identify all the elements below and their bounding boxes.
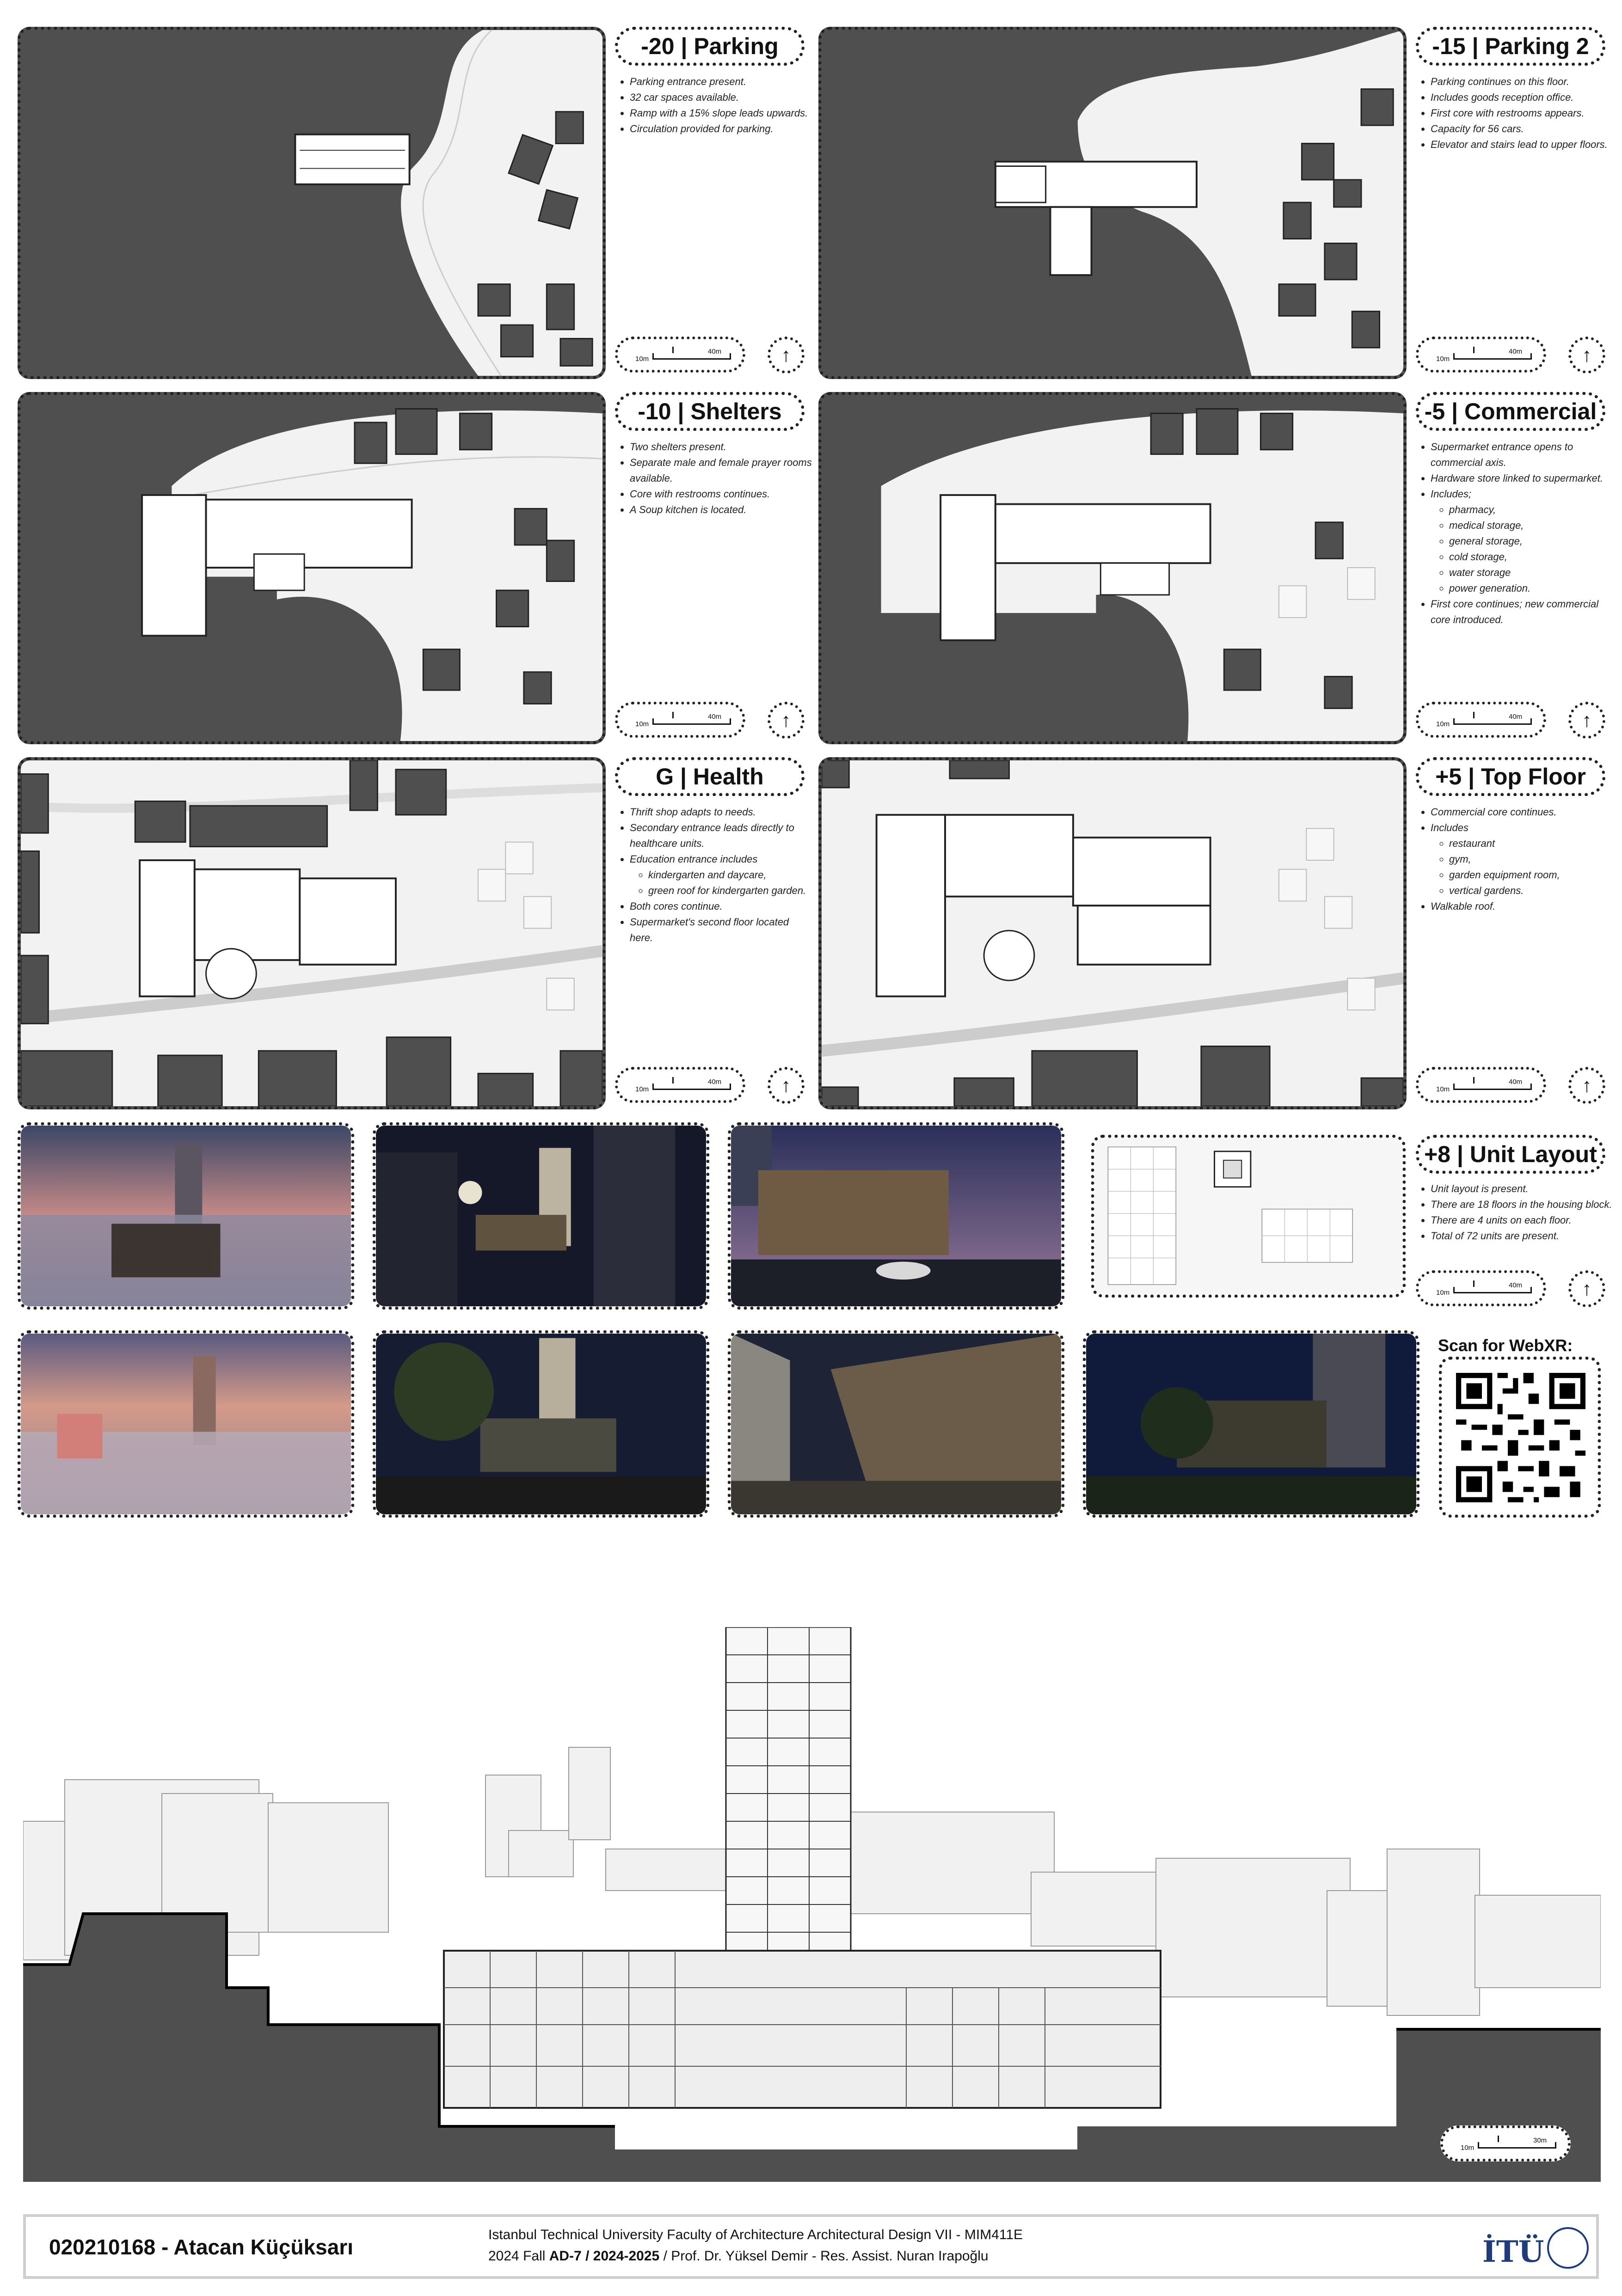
qr-label: Scan for WebXR: xyxy=(1438,1336,1573,1355)
note: • Walkable roof. xyxy=(1431,899,1616,914)
scale-bar: 10m 40m xyxy=(1416,337,1546,373)
note: • A Soup kitchen is located. xyxy=(630,502,815,518)
note: • First core with restrooms appears. xyxy=(1431,105,1616,121)
note: • Education entrance includes xyxy=(630,851,815,867)
scale-bar: 10m 40m xyxy=(615,1067,745,1103)
note: • Includes xyxy=(1431,820,1616,836)
site-plan-plus5 xyxy=(822,760,1403,1106)
note-sub: ◦ power generation. xyxy=(1449,581,1616,596)
floor-notes-minus15 xyxy=(1420,74,1616,153)
note-sub: ◦ gym, xyxy=(1449,851,1616,867)
render-night-trees xyxy=(373,1330,709,1518)
note: • Ramp with a 15% slope leads upwards. xyxy=(630,105,815,121)
itu-logo: İTÜ xyxy=(1482,2235,1544,2269)
render-sunset-city xyxy=(18,1330,354,1518)
university-seal-icon xyxy=(1547,2227,1589,2269)
section-scale-bar: 10m 30m xyxy=(1440,2125,1571,2161)
course-line-1: Istanbul Technical University Faculty of Architecture Architectural Design VII - MIM411E xyxy=(488,2227,1023,2242)
note: • Includes goods reception office. xyxy=(1431,90,1616,105)
north-arrow-icon: ↑ xyxy=(1568,1270,1605,1307)
note-sub: ◦ kindergarten and daycare, xyxy=(648,867,815,883)
site-plan-minus15 xyxy=(822,30,1403,376)
render-night-moon xyxy=(373,1122,709,1310)
scale-bar: 10m 40m xyxy=(615,702,745,738)
note: • There are 4 units on each floor. xyxy=(1431,1212,1616,1228)
floor-title-plus8: +8 | Unit Layout xyxy=(1416,1135,1605,1174)
note: • There are 18 floors in the housing block. xyxy=(1431,1197,1616,1212)
note-sub: ◦ general storage, xyxy=(1449,533,1616,549)
north-arrow-icon: ↑ xyxy=(768,337,805,373)
floor-title-plus5: +5 | Top Floor xyxy=(1416,757,1605,796)
note-sub: ◦ restaurant xyxy=(1449,836,1616,851)
note: • Parking continues on this floor. xyxy=(1431,74,1616,90)
note: • Circulation provided for parking. xyxy=(630,121,815,137)
north-arrow-icon: ↑ xyxy=(1568,1067,1605,1104)
plan-panel-minus5 xyxy=(818,392,1407,744)
note: • Commercial core continues. xyxy=(1431,804,1616,820)
note: • Core with restrooms continues. xyxy=(630,486,815,502)
north-arrow-icon: ↑ xyxy=(768,1067,805,1104)
course-line-2: 2024 Fall AD-7 / 2024-2025 / Prof. Dr. Yüksel Demir - Res. Assist. Nuran Irapoğlu xyxy=(488,2248,989,2264)
unit-layout-plan xyxy=(1094,1138,1402,1294)
plan-panel-minus10 xyxy=(18,392,606,744)
floor-title-minus15: -15 | Parking 2 xyxy=(1416,27,1605,66)
qr-code-icon xyxy=(1456,1373,1585,1502)
site-section-elevation xyxy=(23,1627,1601,2182)
north-arrow-icon: ↑ xyxy=(768,702,805,739)
note: • Unit layout is present. xyxy=(1431,1181,1616,1197)
floor-title-minus5: -5 | Commercial xyxy=(1416,392,1605,431)
site-plan-minus10 xyxy=(21,395,602,741)
render-courtyard-night xyxy=(728,1330,1064,1518)
note: • Capacity for 56 cars. xyxy=(1431,121,1616,137)
note-sub: ◦ garden equipment room, xyxy=(1449,867,1616,883)
site-plan-minus5 xyxy=(822,395,1403,741)
plan-panel-plus8 xyxy=(1091,1135,1406,1298)
note: • Total of 72 units are present. xyxy=(1431,1228,1616,1244)
note-sub: ◦ green roof for kindergarten garden. xyxy=(648,883,815,899)
note-sub: ◦ vertical gardens. xyxy=(1449,883,1616,899)
note: • Includes; xyxy=(1431,486,1616,502)
scale-bar: 10m 40m xyxy=(1416,702,1546,738)
note: • Two shelters present. xyxy=(630,439,815,455)
title-block xyxy=(23,2214,1599,2279)
note: • Elevator and stairs lead to upper floors. xyxy=(1431,137,1616,153)
plan-panel-ground xyxy=(18,757,606,1109)
plan-panel-minus20 xyxy=(18,27,606,379)
note: • Thrift shop adapts to needs. xyxy=(630,804,815,820)
note-sub: ◦ medical storage, xyxy=(1449,518,1616,533)
site-plan-minus20 xyxy=(21,30,602,376)
scale-bar: 10m 40m xyxy=(1416,1067,1546,1103)
floor-notes-plus5 xyxy=(1420,804,1616,914)
note: • First core continues; new commercial core introduced. xyxy=(1431,596,1616,628)
note: • Supermarket entrance opens to commercial axis. xyxy=(1431,439,1616,471)
note-sub: ◦ pharmacy, xyxy=(1449,502,1616,518)
scale-bar: 10m 40m xyxy=(1416,1270,1546,1306)
floor-notes-minus10 xyxy=(620,439,815,518)
scale-bar: 10m 40m xyxy=(615,337,745,373)
floor-notes-ground xyxy=(620,804,815,946)
note: • Hardware store linked to supermarket. xyxy=(1431,471,1616,486)
floor-notes-plus8 xyxy=(1420,1181,1616,1244)
floor-title-minus20: -20 | Parking xyxy=(615,27,805,66)
floor-notes-minus20 xyxy=(620,74,815,137)
note: • Parking entrance present. xyxy=(630,74,815,90)
site-plan-ground xyxy=(21,760,602,1106)
north-arrow-icon: ↑ xyxy=(1568,337,1605,373)
render-terrace-night xyxy=(728,1122,1064,1310)
render-dusk-aerial xyxy=(18,1122,354,1310)
plan-panel-minus15 xyxy=(818,27,1407,379)
note: • 32 car spaces available. xyxy=(630,90,815,105)
student-name: 020210168 - Atacan Küçüksarı xyxy=(49,2235,354,2259)
floor-notes-minus5 xyxy=(1420,439,1616,628)
note: • Secondary entrance leads directly to healthcare units. xyxy=(630,820,815,851)
note-sub: ◦ cold storage, xyxy=(1449,549,1616,565)
qr-code-webxr[interactable] xyxy=(1439,1357,1601,1518)
note-sub: ◦ water storage xyxy=(1449,565,1616,581)
north-arrow-icon: ↑ xyxy=(1568,702,1605,739)
note: • Supermarket's second floor located here. xyxy=(630,914,815,946)
note: • Both cores continue. xyxy=(630,899,815,914)
floor-title-minus10: -10 | Shelters xyxy=(615,392,805,431)
render-night-garden xyxy=(1083,1330,1419,1518)
note: • Separate male and female prayer rooms available. xyxy=(630,455,815,486)
plan-panel-plus5 xyxy=(818,757,1407,1109)
floor-title-ground: G | Health xyxy=(615,757,805,796)
